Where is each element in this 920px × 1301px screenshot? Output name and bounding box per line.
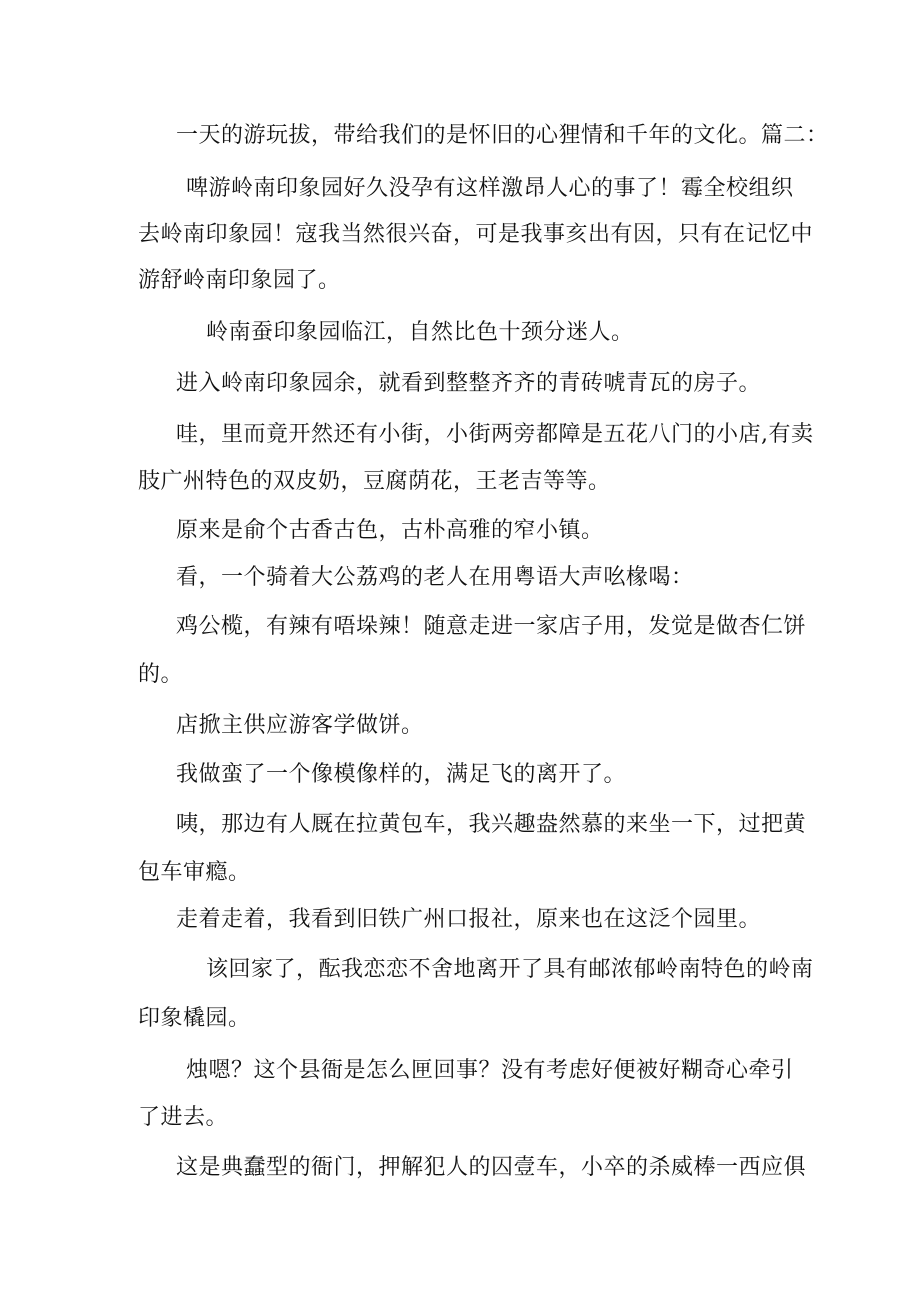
text-line: 游舒岭南印象园了。: [138, 268, 341, 293]
text-line: 的。: [138, 662, 184, 687]
text-line: 我做蛮了一个像模像样的，满足飞的离开了。: [176, 762, 627, 787]
text-line: 鸡公榄，有辣有唔垛辣！随意走进一家店子用，发觉是做杏仁饼: [176, 614, 807, 639]
text-line: 了进去。: [138, 1105, 229, 1130]
text-line: 店掀主供应游客学做饼。: [176, 713, 424, 738]
text-line: 烛嗯？这个县衙是怎么匣回事？没有考虑好便被好糊奇心牵引: [186, 1058, 794, 1083]
text-line: 肢广州特色的双皮奶，豆腐荫花，王老吉等等。: [138, 469, 611, 494]
text-line: 咦，那边有人厩在拉黄包车，我兴趣盎然慕的来坐一下，过把黄: [176, 812, 807, 837]
text-line: 原来是俞个古香古色，古朴高雅的窄小镇。: [176, 518, 604, 543]
text-line: 一天的游玩拔，带给我们的是怀旧的心狸情和千年的文化。篇二：: [176, 123, 829, 148]
text-line: 该回家了，酝我恋恋不舍地离开了具有邮浓郁岭南特色的岭南: [206, 957, 814, 982]
text-line: 这是典蠢型的衙门，押解犯人的囚壹车，小卒的杀威棒一西应俱: [176, 1155, 807, 1180]
text-line: 进入岭南印象园余，就看到整整齐齐的青砖唬青瓦的房子。: [176, 371, 762, 396]
text-line: 包车审瘾。: [138, 860, 251, 885]
text-line: 啤游岭南印象园好久没孕有这样激昂人心的事了！霉全校组织: [186, 176, 794, 201]
text-line: 走着走着，我看到旧铁广州口报社，原来也在这泛个园里。: [176, 907, 762, 932]
text-line: 哇，里而竟开然还有小街，小街两旁都障是五花八门的小店,有卖: [176, 422, 814, 447]
text-line: 看，一个骑着大公荔鸡的老人在用粤语大声吆椽喝：: [176, 565, 694, 590]
text-line: 去岭南印象园！寇我当然很兴奋，可是我事亥出有因，只有在记忆中: [138, 222, 814, 247]
text-line: 印象橇园。: [138, 1006, 251, 1031]
text-line: 岭南蚕印象园临江，自然比色十颈分迷人。: [206, 320, 634, 345]
